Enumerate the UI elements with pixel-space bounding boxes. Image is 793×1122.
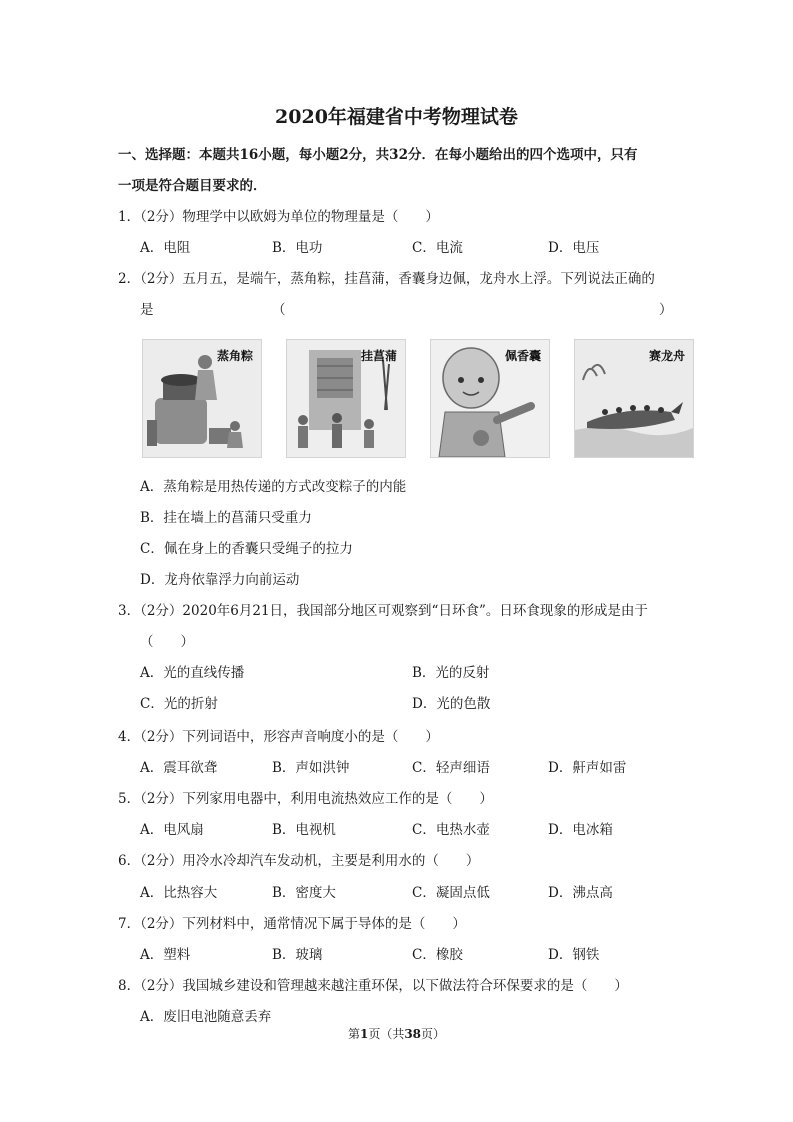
question-7-stem: 7．（2分）下列材料中，通常情况下属于导体的是（ ） <box>118 916 466 932</box>
q8-option-a: A．废旧电池随意丢弃 <box>140 1009 272 1025</box>
q7-option-a: A．塑料 <box>140 947 191 963</box>
q5-option-d: D．电冰箱 <box>548 822 613 838</box>
q2-option-a: A．蒸角粽是用热传递的方式改变粽子的内能 <box>140 479 407 495</box>
q2-paren-open: （ <box>272 302 286 318</box>
q5-option-c: C．电热水壶 <box>412 822 490 838</box>
q4-option-c: C．轻声细语 <box>412 760 490 776</box>
image-label-zongzi: 蒸角粽 <box>216 349 253 363</box>
dragon-boat-image <box>574 339 694 458</box>
q7-option-c: C．橡胶 <box>412 947 463 963</box>
question-6-stem: 6．（2分）用冷水冷却汽车发动机，主要是利用水的（ ） <box>118 853 480 869</box>
q6-option-c: C．凝固点低 <box>412 885 490 901</box>
q3-option-c: C．光的折射 <box>140 696 218 712</box>
q5-option-b: B．电视机 <box>272 822 336 838</box>
q1-option-a: A．电阻 <box>140 240 191 256</box>
steaming-zongzi-image <box>142 339 262 458</box>
question-3-stem-cont: （ ） <box>140 634 194 650</box>
q3-option-b: B．光的反射 <box>412 665 490 681</box>
q6-option-d: D．沸点高 <box>548 885 613 901</box>
question-8-stem: 8．（2分）我国城乡建设和管理越来越注重环保，以下做法符合环保要求的是（ ） <box>118 978 628 994</box>
q2-option-d: D．龙舟依靠浮力向前运动 <box>140 572 300 588</box>
q3-option-d: D．光的色散 <box>412 696 491 712</box>
image-label-sachet: 佩香囊 <box>504 349 541 363</box>
section-heading-line2: 一项是符合题目要求的． <box>118 178 267 194</box>
question-5-stem: 5．（2分）下列家用电器中，利用电流热效应工作的是（ ） <box>118 791 493 807</box>
q4-option-a: A．震耳欲聋 <box>140 760 218 776</box>
q1-option-b: B．电功 <box>272 240 323 256</box>
exam-title: 2020年福建省中考物理试卷 <box>275 106 518 128</box>
footer-total-pages: 38 <box>404 1027 422 1041</box>
q7-option-b: B．玻璃 <box>272 947 323 963</box>
q2-paren-close: ） <box>659 302 673 318</box>
question-1-stem: 1．（2分）物理学中以欧姆为单位的物理量是（ ） <box>118 209 439 225</box>
q2-option-b: B．挂在墙上的菖蒲只受重力 <box>140 510 312 526</box>
footer-page-number: 1 <box>359 1027 369 1041</box>
footer-suffix: 页） <box>421 1027 446 1041</box>
q1-option-c: C．电流 <box>412 240 463 256</box>
q6-option-b: B．密度大 <box>272 885 336 901</box>
hanging-calamus-image <box>286 339 406 458</box>
question-2-stem-cont: 是 <box>140 302 154 318</box>
q2-option-c: C．佩在身上的香囊只受绳子的拉力 <box>140 541 353 557</box>
q3-option-a: A．光的直线传播 <box>140 665 245 681</box>
q6-option-a: A．比热容大 <box>140 885 218 901</box>
q5-option-a: A．电风扇 <box>140 822 204 838</box>
q4-option-d: D．鼾声如雷 <box>548 760 627 776</box>
q4-option-b: B．声如洪钟 <box>272 760 350 776</box>
page-footer <box>0 1025 793 1042</box>
sachet-child-image <box>430 339 550 458</box>
footer-middle: 页（共 <box>368 1027 405 1041</box>
q1-option-d: D．电压 <box>548 240 600 256</box>
footer-prefix: 第 <box>347 1027 360 1041</box>
question-2-stem: 2．（2分）五月五，是端午，蒸角粽，挂菖蒲，香囊身边佩，龙舟水上浮。下列说法正确的 <box>118 271 655 287</box>
image-label-calamus: 挂菖蒲 <box>360 349 397 363</box>
question-3-stem: 3．（2分）2020年6月21日，我国部分地区可观察到“日环食”。日环食现象的形成是由于 <box>118 603 648 619</box>
question-4-stem: 4．（2分）下列词语中，形容声音响度小的是（ ） <box>118 729 439 745</box>
section-heading-line1: 一、选择题：本题共16小题，每小题2分，共32分．在每小题给出的四个选项中，只有 <box>118 147 638 163</box>
q7-option-d: D．钢铁 <box>548 947 600 963</box>
image-label-dragon-boat: 赛龙舟 <box>648 349 685 363</box>
